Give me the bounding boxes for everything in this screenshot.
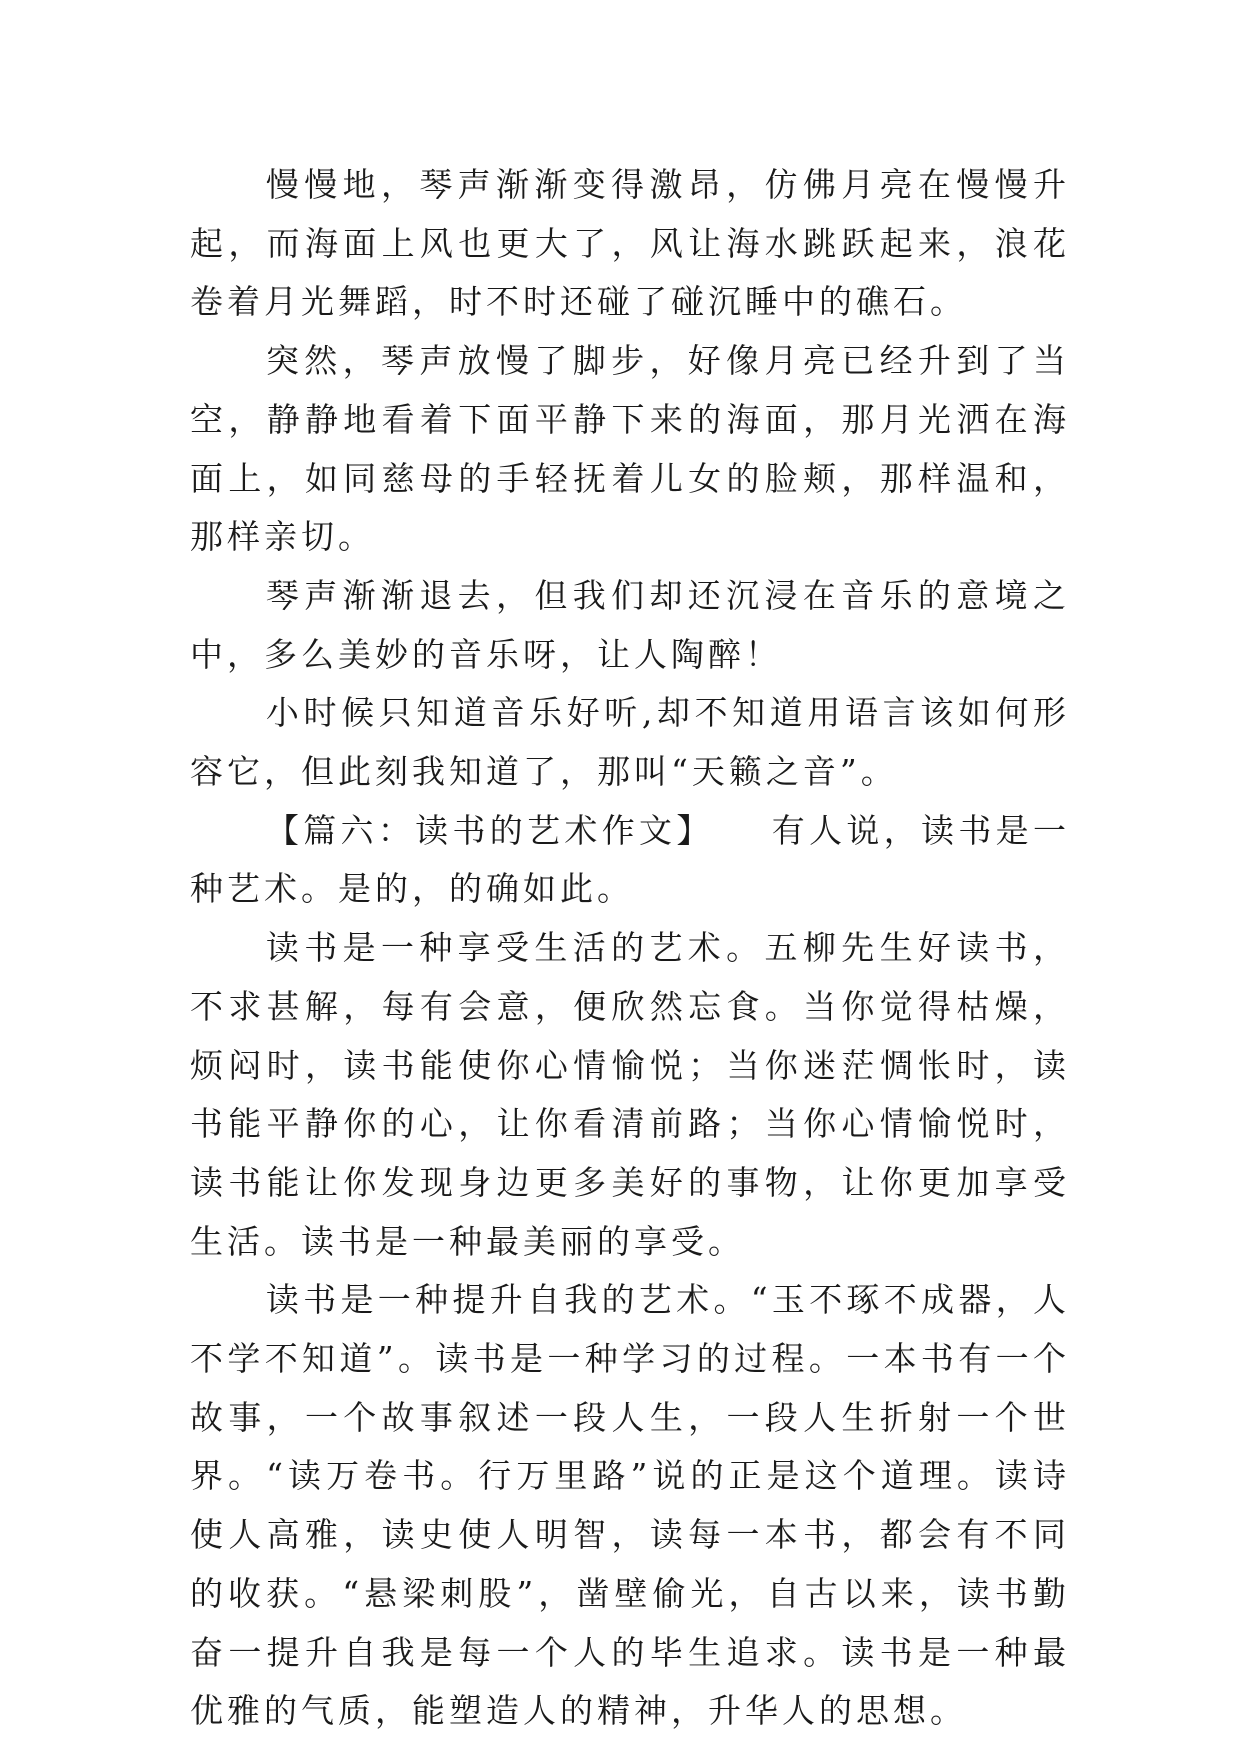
paragraph: 琴声渐渐退去，但我们却还沉浸在音乐的意境之中，多么美妙的音乐呀，让人陶醉！	[190, 575, 1070, 674]
paragraph: 突然，琴声放慢了脚步，好像月亮已经升到了当空，静静地看着下面平静下来的海面，那月光洒在海面上，如同慈母的手轻抚着儿女的脸颊，那样温和，那样亲切。	[190, 341, 1070, 557]
paragraph: 慢慢地，琴声渐渐变得激昂，仿佛月亮在慢慢升起，而海面上风也更大了，风让海水跳跃起来，浪花卷着月光舞蹈，时不时还碰了碰沉睡中的礁石。	[190, 165, 1070, 322]
document-body	[190, 156, 1070, 1741]
paragraph: 小时候只知道音乐好听,却不知道用语言该如何形容它，但此刻我知道了，那叫“天籁之音”。	[190, 693, 1070, 792]
section-heading-paragraph: 【篇六：读书的艺术作文】 有人说，读书是一种艺术。是的，的确如此。	[190, 810, 1070, 909]
paragraph: 读书是一种享受生活的艺术。五柳先生好读书，不求甚解，每有会意，便欣然忘食。当你觉得枯燥，烦闷时，读书能使你心情愉悦；当你迷茫惆怅时，读书能平静你的心，让你看清前路；当你心情愉悦时，读书能让你发现身边更多美好的事物，让你更加享受生活。读书是一种最美丽的享受。	[190, 928, 1070, 1261]
paragraph: 读书是一种提升自我的艺术。“玉不琢不成器，人不学不知道”。读书是一种学习的过程。一本书有一个故事，一个故事叙述一段人生，一段人生折射一个世界。“读万卷书。行万里路”说的正是这个道理。读诗使人高雅，读史使人明智，读每一本书，都会有不同的收获。“悬梁刺股”，凿壁偷光，自古以来，读书勤奋一提升自我是每一个人的毕生追求。读书是一种最优雅的气质，能塑造人的精神，升华人的思想。	[190, 1280, 1070, 1731]
